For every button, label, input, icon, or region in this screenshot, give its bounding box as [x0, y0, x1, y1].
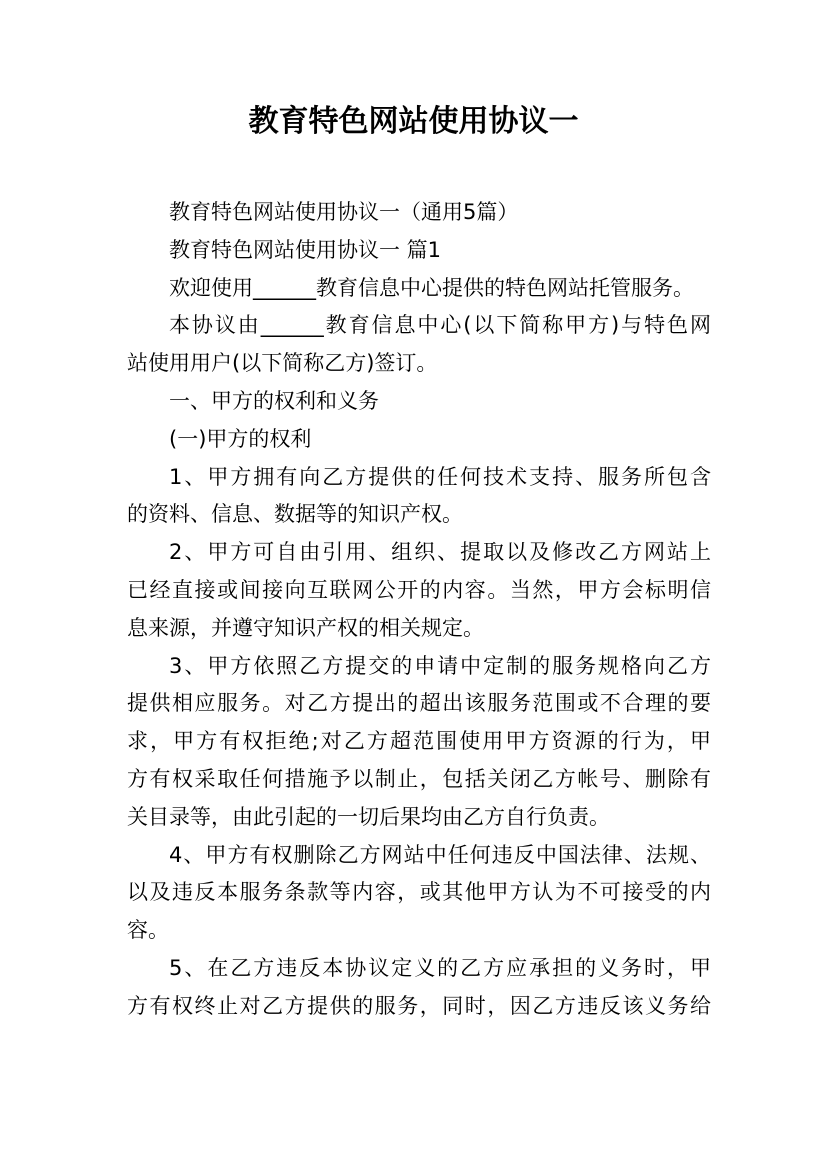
paragraph-line: 方有权终止对乙方提供的服务，同时，因乙方违反该义务给 — [127, 993, 711, 1018]
paragraph-line: 4、甲方有权删除乙方网站中任何违反中国法律、法规、 — [169, 842, 711, 867]
paragraph-line: 5、在乙方违反本协议定义的乙方应承担的义务时，甲 — [169, 955, 711, 980]
section-heading-line: 教育特色网站使用协议一 篇1 — [169, 237, 442, 262]
paragraph-line: 已经直接或间接向互联网公开的内容。当然，甲方会标明信 — [127, 577, 711, 602]
subsection-heading-line: (一)甲方的权利 — [169, 426, 312, 451]
paragraph-line: 方有权采取任何措施予以制止，包括关闭乙方帐号、删除有 — [127, 766, 711, 791]
paragraph-line: 3、甲方依照乙方提交的申请中定制的服务规格向乙方 — [169, 653, 711, 678]
document-body — [127, 194, 711, 1026]
document-title: 教育特色网站使用协议一 — [248, 104, 579, 139]
paragraph-line: 息来源，并遵守知识产权的相关规定。 — [127, 615, 484, 640]
paragraph-line: 提供相应服务。对乙方提出的超出该服务范围或不合理的要 — [127, 691, 711, 716]
paragraph-line: 以及违反本服务条款等内容，或其他甲方认为不可接受的内 — [127, 880, 711, 905]
paragraph-line: 求，甲方有权拒绝;对乙方超范围使用甲方资源的行为，甲 — [127, 729, 711, 754]
paragraph-line: 1、甲方拥有向乙方提供的任何技术支持、服务所包含 — [169, 464, 711, 489]
paragraph-line: 本协议由______教育信息中心(以下简称甲方)与特色网 — [169, 313, 711, 338]
paragraph-line: 站使用用户(以下简称乙方)签订。 — [127, 351, 438, 376]
paragraph-line: 关目录等，由此引起的一切后果均由乙方自行负责。 — [127, 804, 610, 829]
paragraph-line: 2、甲方可自由引用、组织、提取以及修改乙方网站上 — [169, 540, 711, 565]
paragraph-line: 欢迎使用______教育信息中心提供的特色网站托管服务。 — [169, 275, 694, 300]
section-heading-line: 一、甲方的权利和义务 — [169, 388, 379, 413]
subtitle-line: 教育特色网站使用协议一（通用5篇） — [169, 200, 519, 224]
paragraph-line: 容。 — [127, 918, 169, 943]
paragraph-line: 的资料、信息、数据等的知识产权。 — [127, 502, 463, 527]
